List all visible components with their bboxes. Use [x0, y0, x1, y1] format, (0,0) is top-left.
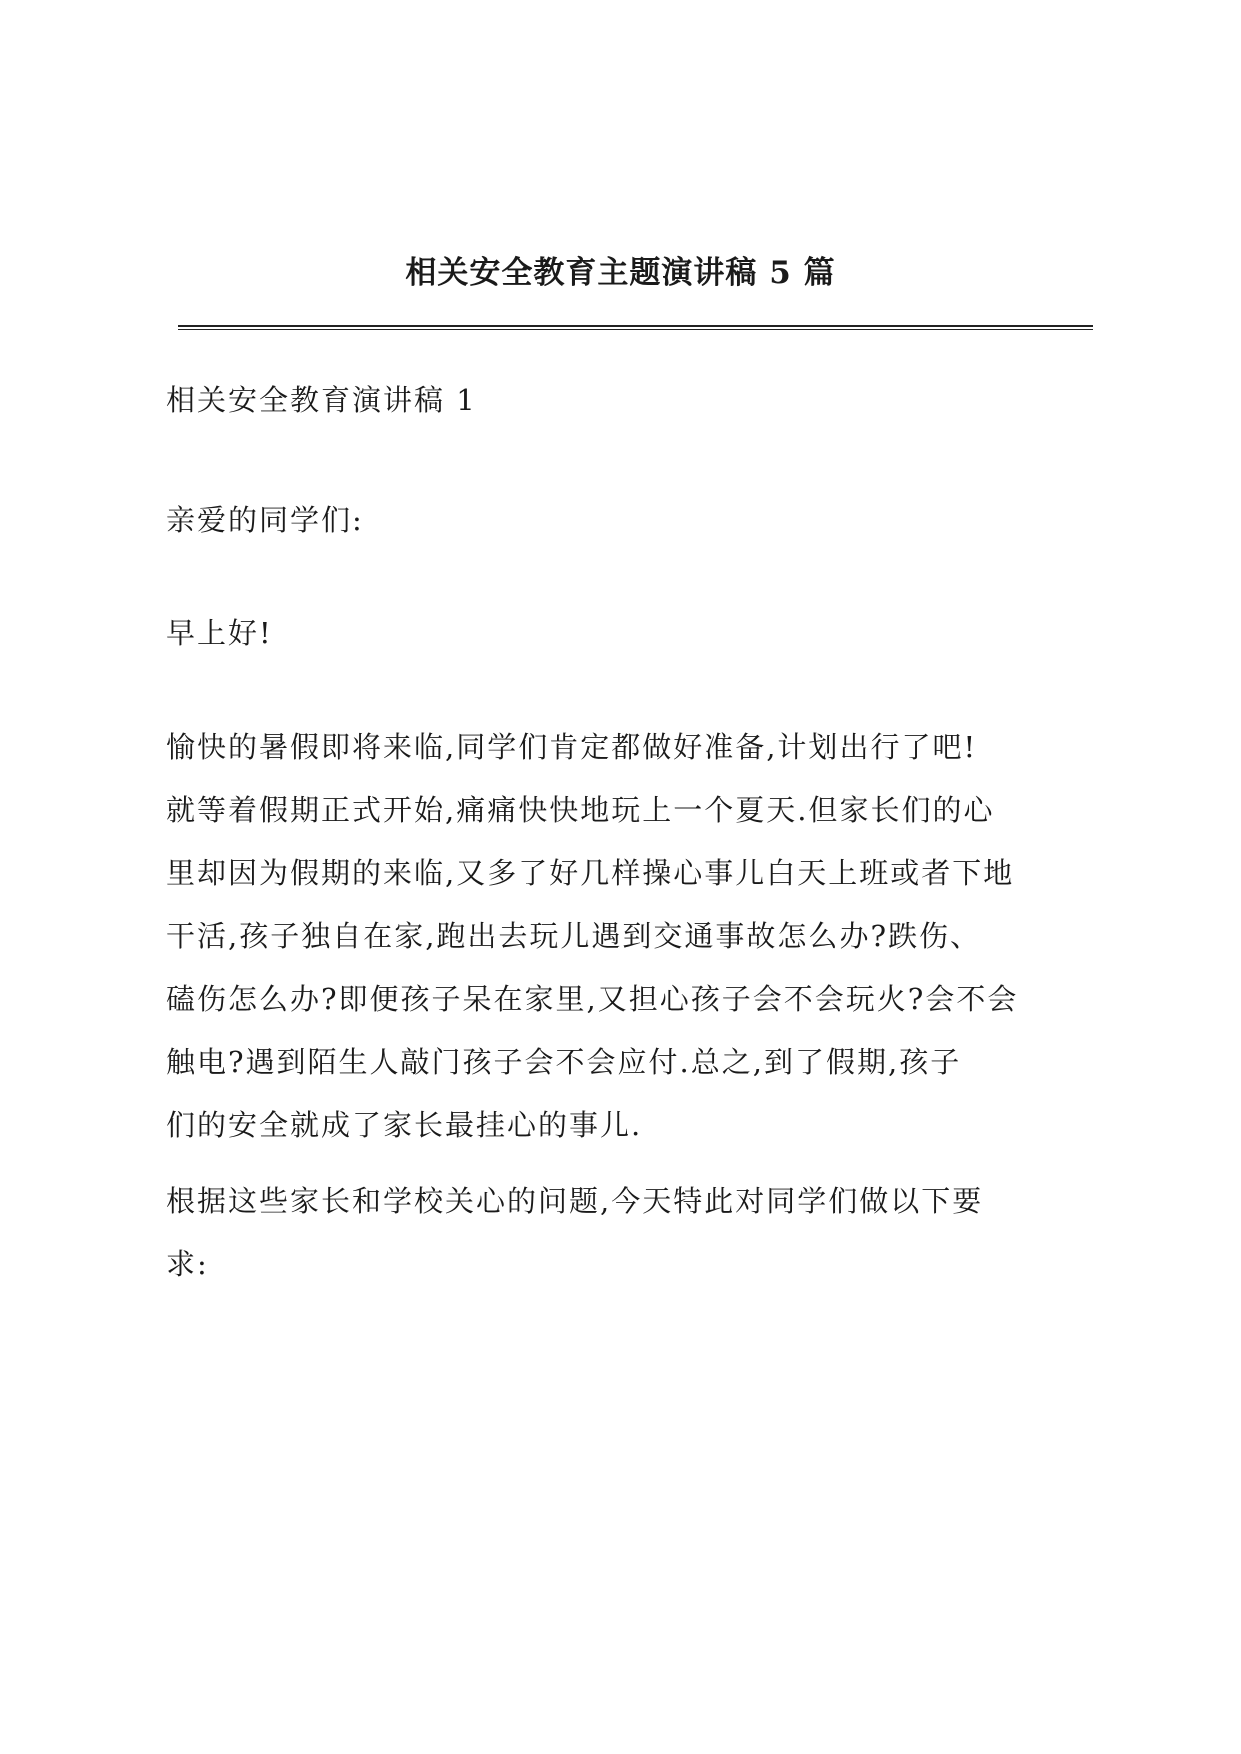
paragraph-1-line: 触电?遇到陌生人敲门孩子会不会应付.总之,到了假期,孩子 [166, 1045, 962, 1079]
paragraph-1-line: 们的安全就成了家长最挂心的事儿. [166, 1108, 643, 1142]
paragraph-1 [166, 716, 1096, 1157]
salutation [166, 489, 1096, 552]
paragraph-2-line: 求: [166, 1247, 209, 1281]
paragraph-1-line: 里却因为假期的来临,又多了好几样操心事儿白天上班或者下地 [166, 856, 1015, 890]
paragraph-1-line: 就等着假期正式开始,痛痛快快地玩上一个夏天.但家长们的心 [166, 793, 995, 827]
salutation-text: 亲爱的同学们: [166, 503, 364, 537]
document-title: 相关安全教育主题演讲稿 5 篇 [405, 255, 836, 291]
paragraph-1-line: 磕伤怎么办?即便孩子呆在家里,又担心孩子会不会玩火?会不会 [166, 982, 1019, 1016]
section-heading [166, 369, 1096, 432]
paragraph-1-line: 干活,孩子独自在家,跑出去玩儿遇到交通事故怎么办?跌伤、 [166, 919, 981, 953]
section-heading-text: 相关安全教育演讲稿 1 [166, 383, 477, 417]
paragraph-1-line: 愉快的暑假即将来临,同学们肯定都做好准备,计划出行了吧! [166, 730, 978, 764]
title-double-rule [178, 325, 1093, 330]
greeting [166, 602, 1096, 665]
greeting-text: 早上好! [166, 616, 273, 650]
paragraph-2-line: 根据这些家长和学校关心的问题,今天特此对同学们做以下要 [166, 1184, 984, 1218]
paragraph-2 [166, 1170, 1096, 1296]
